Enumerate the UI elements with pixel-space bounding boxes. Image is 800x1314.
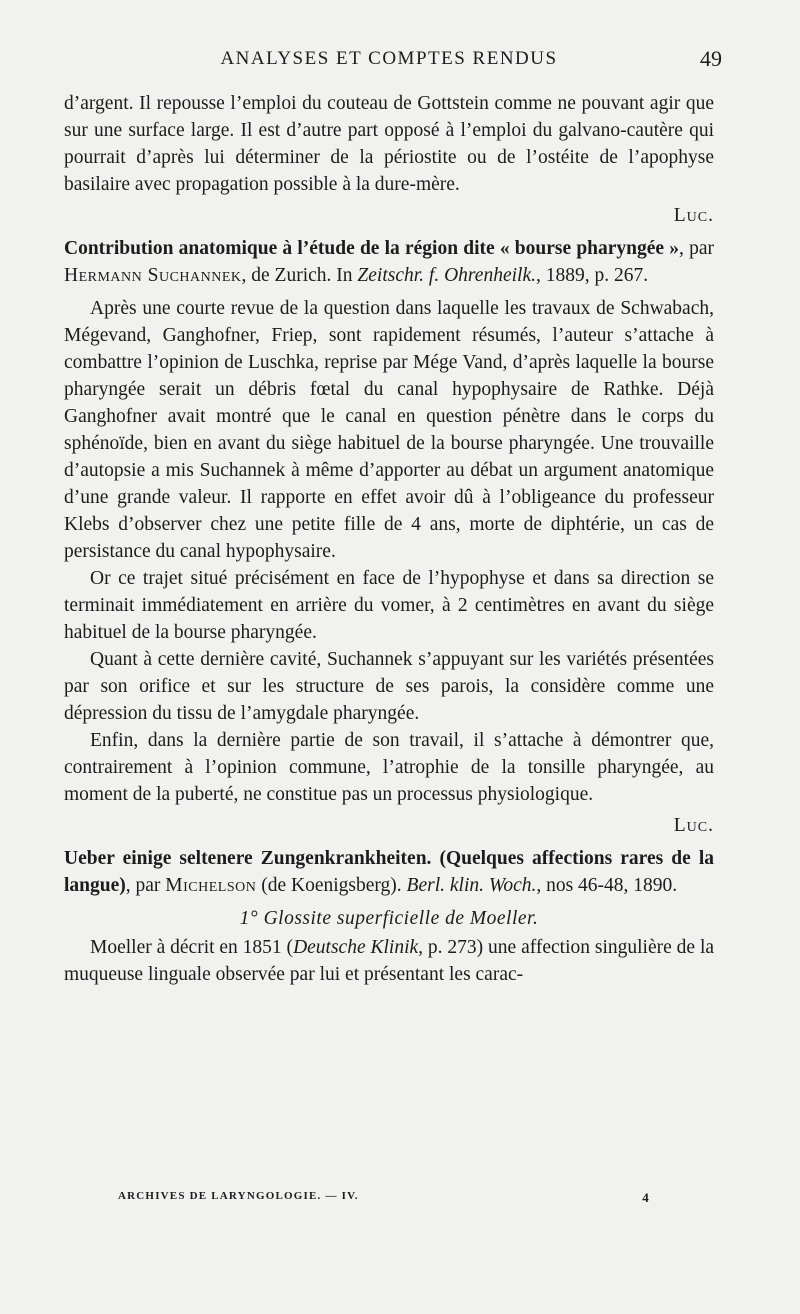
page-footer xyxy=(118,1190,650,1205)
bibliographic-entry xyxy=(64,235,714,289)
paragraph: Après une courte revue de la question dans laquelle les travaux de Schwabach, Mégevand, Ganghofner, Friep, sont rapidement résumés, l’auteur s’attache à combattre l’opinion de Luschka, reprise par Mége Vand, d’après laquelle la bourse pharyngée serait un débris fœtal du canal hypophysaire de Rathke. Déjà Ganghofner avait montré que le canal en question pénètre dans le corps du sphénoïde, bien en avant du siège habituel de la bourse pharyngée. Une trouvaille d’autopsie a mis Suchannek à même d’apporter au débat un argument anatomique d’une grande valeur. Il rapporte en effet avoir dû à l’obligeance du professeur Klebs d’observer chez une petite fille de 4 ans, morte de diphtérie, un cas de persistance du canal hypophysaire. xyxy=(64,298,714,562)
paragraph-continued: d’argent. Il repousse l’emploi du couteau de Gottstein comme ne pouvant agir que sur une surface large. Il est d’autre part opposé à l’emploi du galvano-cautère qui pourrait d’après lui déterminer de la périostite ou de l’ostéite de l’apophyse basilaire avec propagation possible à la dure-mère. xyxy=(64,93,714,195)
entry-title: Contribution anatomique à l’étude de la région dite « bourse pharyngée » xyxy=(64,238,680,259)
paragraph xyxy=(64,934,714,988)
signature: Luc. xyxy=(673,815,714,836)
entry-by: , par xyxy=(679,238,714,259)
running-title: ANALYSES ET COMPTES RENDUS xyxy=(220,48,558,69)
cited-journal: Deutsche Klinik, xyxy=(293,937,424,958)
paragraph-text: p. 273) une affection singulière de la muqueuse linguale observée par lui et présentant les carac- xyxy=(64,937,715,985)
entry-place: , de Zurich. In xyxy=(241,265,358,286)
section-heading: 1° Glossite superficielle de Moeller. xyxy=(239,908,539,929)
entry-author: Hermann Suchannek xyxy=(64,265,242,286)
entry-journal: Berl. klin. Woch. xyxy=(406,875,537,896)
page-body xyxy=(64,90,714,988)
entry-title: Ueber einige seltenere Zungenkrankheiten. (Quelques affections rares de la langue) xyxy=(64,848,714,896)
paragraph-text: Moeller à décrit en 1851 ( xyxy=(90,937,294,958)
entry-reference: , 1889, p. 267. xyxy=(535,265,649,286)
paragraph: Enfin, dans la dernière partie de son travail, il s’attache à démontrer que, contrairement à l’opinion commune, l’atrophie de la tonsille pharyngée, au moment de la puberté, ne constitue pas un processus physiologique. xyxy=(64,730,714,805)
paragraph: Quant à cette dernière cavité, Suchannek s’appuyant sur les variétés présentées par son orifice et sur les structure de ses parois, la considère comme une dépression du tissu de l’amygdale pharyngée. xyxy=(64,649,714,724)
page-number: 49 xyxy=(700,46,722,71)
bibliographic-entry xyxy=(64,845,714,899)
paragraph: Or ce trajet situé précisément en face de l’hypophyse et dans sa direction se terminait immédiatement en arrière du vomer, à 2 centimètres en avant du siège habituel de la bourse pharyngée. xyxy=(64,568,714,643)
footer-signature: 4 xyxy=(642,1190,650,1205)
entry-journal: Zeitschr. f. Ohrenheilk. xyxy=(357,265,536,286)
signature: Luc. xyxy=(673,205,714,226)
entry-author: Michelson xyxy=(165,875,257,896)
footer-journal: ARCHIVES DE LARYNGOLOGIE. — IV. xyxy=(118,1190,359,1202)
entry-place: (de Koenigsberg). xyxy=(256,875,407,896)
running-head xyxy=(64,46,722,78)
entry-reference: , nos 46-48, 1890. xyxy=(536,875,678,896)
entry-by: , par xyxy=(125,875,166,896)
